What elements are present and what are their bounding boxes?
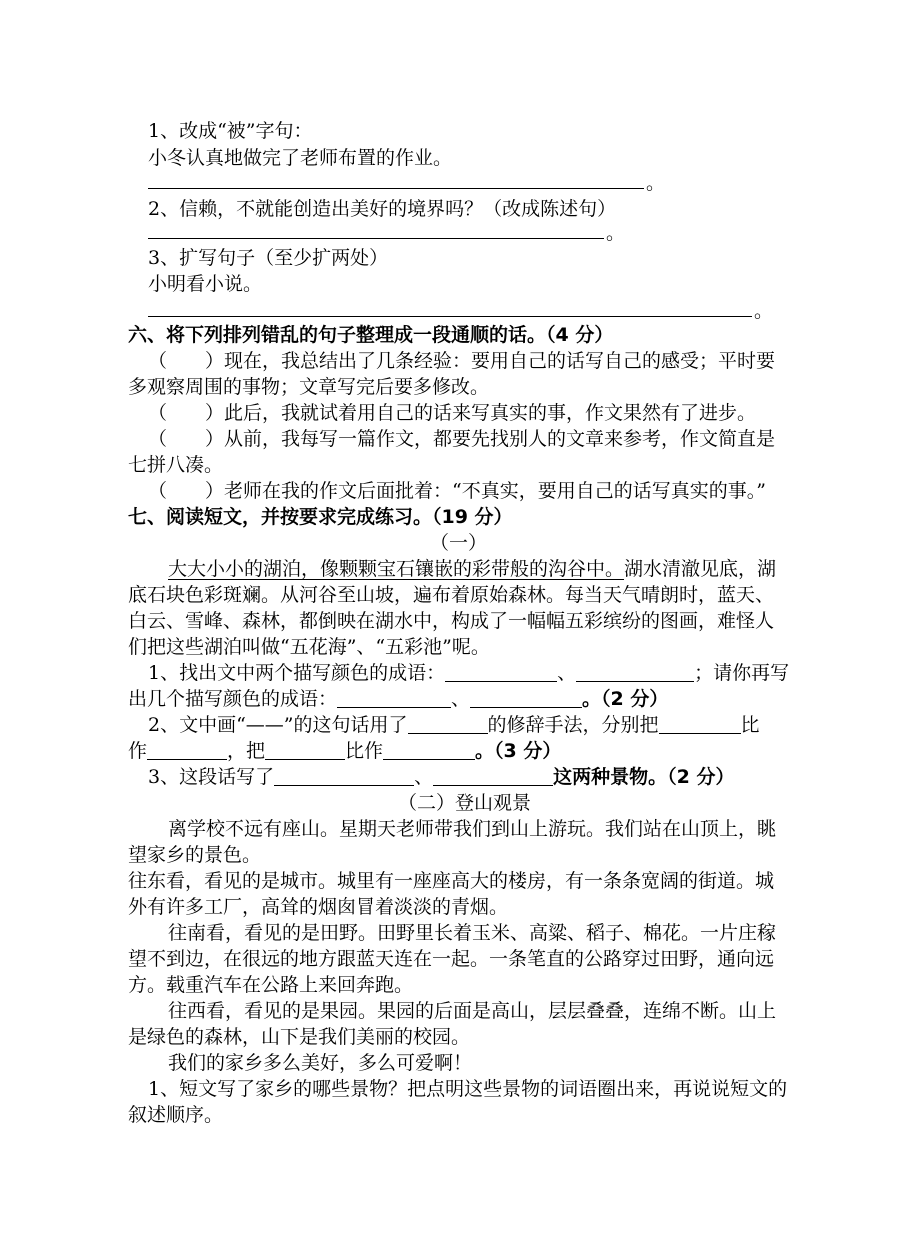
answer-blank[interactable] xyxy=(576,663,694,682)
passage-2-line-6: 望不到边，在很远的地方跟蓝天连在一起。一条笔直的公路穿过田野，通向远 xyxy=(128,948,775,970)
p2-q1-line-2: 叙述顺序。 xyxy=(128,1104,224,1126)
passage-2-line-7: 方。载重汽车在公路上来回奔跑。 xyxy=(128,974,414,996)
s6-item-2: （ ）此后，我就试着用自己的话来写真实的事，作文果然有了进步。 xyxy=(148,402,757,424)
s6-heading: 六、将下列排列错乱的句子整理成一段通顺的话。（4 分） xyxy=(128,324,614,346)
s5-q1-title: 1、改成“被”字句： xyxy=(148,120,313,142)
answer-blank[interactable] xyxy=(433,767,553,786)
answer-blank[interactable] xyxy=(408,715,488,734)
s6-item-3-line-2: 七拼八凑。 xyxy=(128,454,224,476)
p1-q1-line-1: 1、找出文中两个描写颜色的成语： 、 ；请你再写 xyxy=(148,662,790,684)
s6-item-1-line-1: （ ）现在，我总结出了几条经验：要用自己的话写自己的感受；平时要 xyxy=(148,350,776,372)
passage-2-line-10: 我们的家乡多么美好，多么可爱啊！ xyxy=(168,1052,473,1074)
passage-2-line-9: 是绿色的森林，山下是我们美丽的校园。 xyxy=(128,1026,471,1048)
answer-blank[interactable] xyxy=(265,741,345,760)
answer-blank[interactable] xyxy=(659,715,741,734)
p1-q2-line-1: 2、文中画“——”的这句话用了 的修辞手法，分别把 比 xyxy=(148,714,760,736)
p1-q2-line-2: 作 ，把 比作 。（3 分） xyxy=(128,740,562,762)
passage-1-line-1: 大大小小的湖泊，像颗颗宝石镶嵌的彩带般的沟谷中。湖水清澈见底，湖 xyxy=(168,558,777,580)
answer-blank[interactable] xyxy=(445,663,557,682)
s5-q3-text: 小明看小说。 xyxy=(148,273,263,295)
s5-q2-answer-line[interactable] xyxy=(148,238,604,239)
s6-item-1-line-2: 多观察周围的事物；文章写完后要多修改。 xyxy=(128,376,490,398)
passage-2-line-5: 往南看，看见的是田野。田野里长着玉米、高粱、稻子、棉花。一片庄稼 xyxy=(168,922,777,944)
s7-heading: 七、阅读短文，并按要求完成练习。（19 分） xyxy=(128,506,513,528)
s6-item-4: （ ）老师在我的作文后面批着：“不真实，要用自己的话写真实的事。” xyxy=(148,480,766,502)
passage-2-line-2: 望家乡的景色。 xyxy=(128,844,262,866)
order-box[interactable]: （ ） xyxy=(148,350,225,372)
order-box[interactable]: （ ） xyxy=(148,480,225,502)
passage-2-line-1: 离学校不远有座山。星期天老师带我们到山上游玩。我们站在山顶上，眺 xyxy=(168,818,777,840)
underlined-sentence: 大大小小的湖泊，像颗颗宝石镶嵌的彩带般的沟谷中。 xyxy=(168,558,625,580)
answer-blank[interactable] xyxy=(470,689,582,708)
passage-2-line-4: 外有许多工厂，高耸的烟囱冒着淡淡的青烟。 xyxy=(128,896,509,918)
answer-blank[interactable] xyxy=(337,689,451,708)
s5-q2-title: 2、信赖，不就能创造出美好的境界吗？（改成陈述句） xyxy=(148,198,617,220)
answer-blank[interactable] xyxy=(274,767,414,786)
s5-q3-answer-line[interactable] xyxy=(148,316,752,317)
passage-2-line-3: 往东看，看见的是城市。城里有一座座高大的楼房，有一条条宽阔的街道。城 xyxy=(128,870,775,892)
p1-q3: 3、这段话写了 、 这两种景物。（2 分） xyxy=(148,766,735,788)
s5-q1-answer-line[interactable] xyxy=(148,188,644,189)
order-box[interactable]: （ ） xyxy=(148,402,225,424)
passage-2-line-8: 往西看，看见的是果园。果园的后面是高山，层层叠叠，连绵不断。山上 xyxy=(168,1000,777,1022)
order-box[interactable]: （ ） xyxy=(148,428,225,450)
s6-item-3-line-1: （ ）从前，我每写一篇作文，都要先找别人的文章来参考，作文简直是 xyxy=(148,428,776,450)
passage-1-line-2: 底石块色彩斑斓。从河谷至山坡，遍布着原始森林。每当天气晴朗时，蓝天、 xyxy=(128,584,775,606)
passage-1-title: （一） xyxy=(430,532,488,554)
passage-1-line-3: 白云、雪峰、森林，都倒映在湖水中，构成了一幅幅五彩缤纷的图画，难怪人 xyxy=(128,610,775,632)
passage-1-line-4: 们把这些湖泊叫做“五花海”、“五彩池”呢。 xyxy=(128,636,490,658)
p2-q1-line-1: 1、短文写了家乡的哪些景物？把点明这些景物的词语圈出来，再说说短文的 xyxy=(148,1078,788,1100)
s5-q2-period: 。 xyxy=(606,222,626,244)
s5-q1-text: 小冬认真地做完了老师布置的作业。 xyxy=(148,147,453,169)
s5-q3-title: 3、扩写句子（至少扩两处） xyxy=(148,247,389,269)
s5-q1-period: 。 xyxy=(646,172,666,194)
answer-blank[interactable] xyxy=(147,741,227,760)
p1-q1-line-2: 出几个描写颜色的成语： 、 。（2 分） xyxy=(128,688,669,710)
passage-2-title: （二）登山观景 xyxy=(398,792,532,814)
answer-blank[interactable] xyxy=(383,741,475,760)
s5-q3-period: 。 xyxy=(754,300,774,322)
